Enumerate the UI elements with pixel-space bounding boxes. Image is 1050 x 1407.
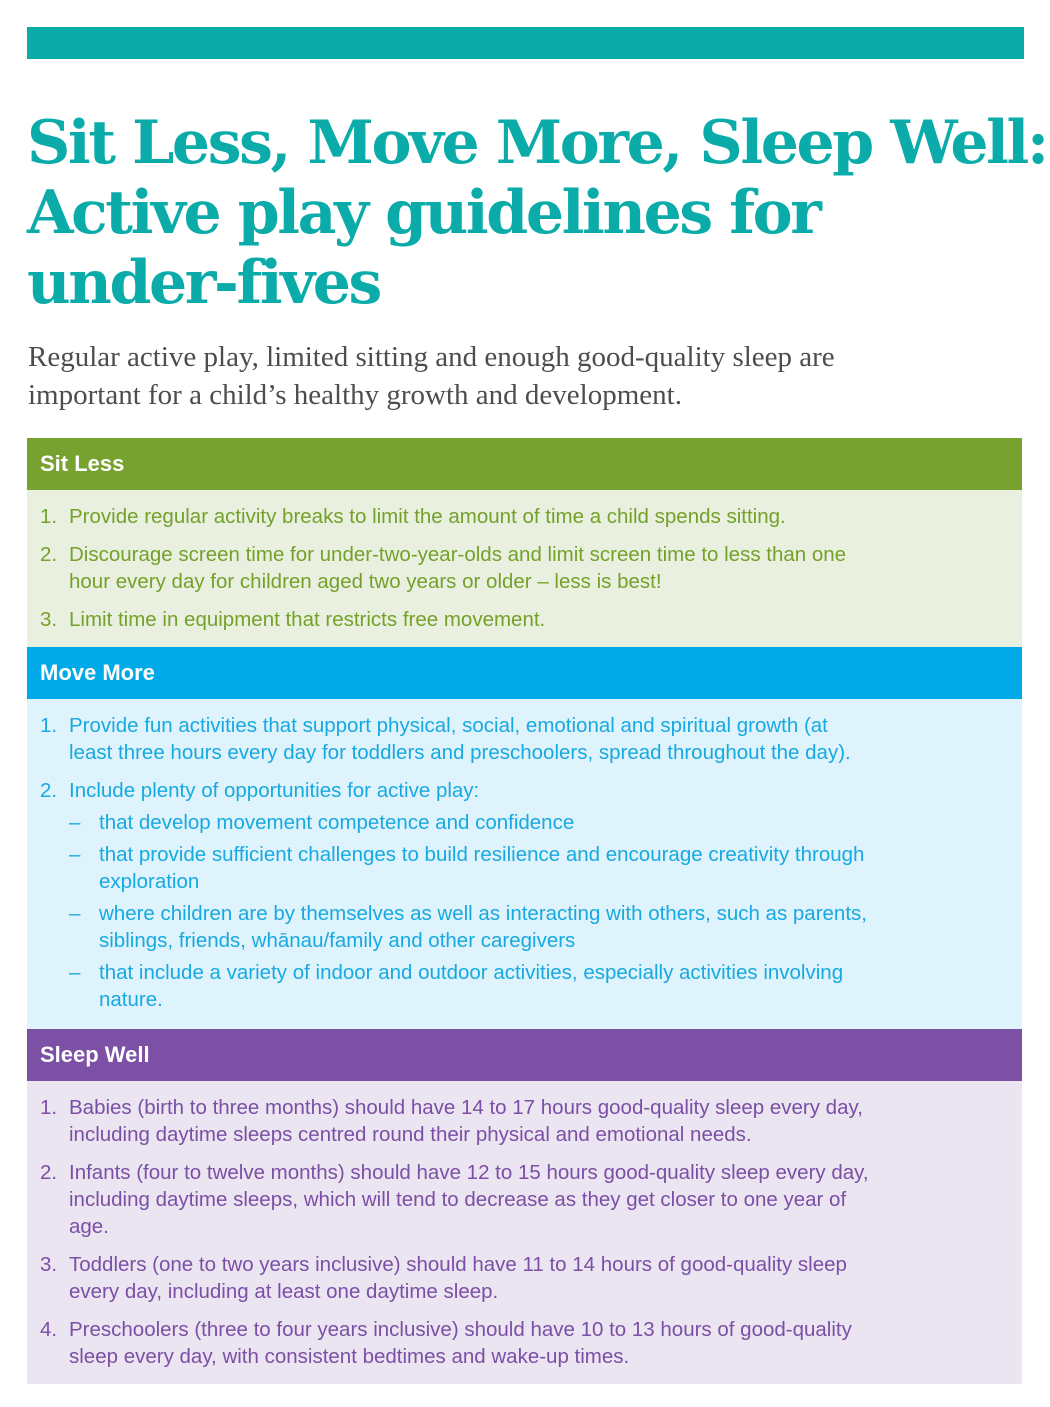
dash-bullet: –	[69, 811, 81, 834]
list-item	[40, 1251, 992, 1305]
list-item	[40, 541, 992, 595]
item-number: 2.	[40, 779, 58, 802]
item-text	[69, 1316, 992, 1370]
list-item	[40, 1159, 992, 1240]
item-number: 2.	[40, 1161, 58, 1184]
intro-line: important for a child’s healthy growth and development.	[28, 379, 682, 411]
list-item	[40, 1316, 992, 1370]
item-number: 3.	[40, 608, 58, 631]
list-item	[40, 712, 992, 766]
item-line: sleep every day, with consistent bedtimes and wake-up times.	[69, 1345, 630, 1368]
sub-list-item	[40, 841, 992, 895]
item-number: 2.	[40, 543, 58, 566]
sub-item-text	[99, 959, 992, 1013]
item-text	[69, 541, 992, 595]
move-more-section	[27, 647, 1022, 1029]
item-text	[69, 606, 992, 633]
list-item	[40, 777, 992, 804]
item-number: 1.	[40, 505, 58, 528]
item-text	[69, 1159, 992, 1240]
sub-list-item	[40, 809, 992, 836]
sub-item-text	[99, 841, 992, 895]
item-line: including daytime sleeps centred round their physical and emotional needs.	[69, 1123, 752, 1146]
item-line: that provide sufficient challenges to build resilience and encourage creativity through	[99, 843, 865, 866]
move-more-heading: Move More	[27, 647, 1022, 699]
item-line: Babies (birth to three months) should have 14 to 17 hours good-quality sleep every day,	[69, 1096, 863, 1119]
move-more-list	[27, 699, 1022, 1029]
item-line: hour every day for children aged two years or older – less is best!	[69, 570, 662, 593]
sleep-well-section	[27, 1029, 1022, 1384]
item-number: 1.	[40, 714, 58, 737]
sub-item-text	[99, 900, 992, 954]
item-line: every day, including at least one daytime sleep.	[69, 1280, 499, 1303]
item-text	[69, 712, 992, 766]
item-line: exploration	[99, 870, 200, 893]
title-line: under-fives	[27, 248, 380, 318]
sub-item-text	[99, 809, 992, 836]
item-line: nature.	[99, 988, 163, 1011]
title-line: Active play guidelines for	[27, 178, 820, 248]
item-number: 3.	[40, 1253, 58, 1276]
sub-list	[40, 809, 992, 1013]
item-line: that develop movement competence and confidence	[99, 811, 575, 834]
item-line: Discourage screen time for under-two-year-olds and limit screen time to less than one	[69, 543, 847, 566]
item-text	[69, 777, 992, 804]
top-color-bar	[27, 27, 1024, 59]
sit-less-section	[27, 438, 1022, 647]
sleep-well-heading: Sleep Well	[27, 1029, 1022, 1081]
item-line: including daytime sleeps, which will tend to decrease as they get closer to one year of	[69, 1188, 847, 1211]
item-line: Limit time in equipment that restricts free movement.	[69, 608, 546, 631]
sleep-well-list	[27, 1081, 1022, 1384]
item-line: where children are by themselves as well as interacting with others, such as parents,	[99, 902, 867, 925]
item-line: Provide regular activity breaks to limit the amount of time a child spends sitting.	[69, 505, 786, 528]
dash-bullet: –	[69, 843, 81, 866]
item-line: Infants (four to twelve months) should have 12 to 15 hours good-quality sleep every day,	[69, 1161, 869, 1184]
intro-paragraph	[28, 338, 1028, 414]
item-line: Include plenty of opportunities for active play:	[69, 779, 480, 802]
sit-less-heading: Sit Less	[27, 438, 1022, 490]
page-title	[27, 108, 1047, 318]
item-line: Preschoolers (three to four years inclusive) should have 10 to 13 hours of good-quality	[69, 1318, 852, 1341]
list-item	[40, 503, 992, 530]
list-item	[40, 606, 992, 633]
intro-line: Regular active play, limited sitting and enough good-quality sleep are	[28, 341, 835, 373]
dash-bullet: –	[69, 902, 81, 925]
item-line: age.	[69, 1215, 109, 1238]
title-line: Sit Less, Move More, Sleep Well:	[27, 108, 1047, 178]
item-text	[69, 1251, 992, 1305]
item-line: that include a variety of indoor and outdoor activities, especially activities involving	[99, 961, 844, 984]
item-text	[69, 1094, 992, 1148]
sit-less-list	[27, 490, 1022, 647]
item-text	[69, 503, 992, 530]
item-number: 4.	[40, 1318, 58, 1341]
dash-bullet: –	[69, 961, 81, 984]
item-line: Toddlers (one to two years inclusive) should have 11 to 14 hours of good-quality sleep	[69, 1253, 847, 1276]
sub-list-item	[40, 959, 992, 1013]
item-number: 1.	[40, 1096, 58, 1119]
item-line: Provide fun activities that support physical, social, emotional and spiritual growth (at	[69, 714, 828, 737]
item-line: siblings, friends, whānau/family and other caregivers	[99, 929, 576, 952]
list-item	[40, 1094, 992, 1148]
item-line: least three hours every day for toddlers and preschoolers, spread throughout the day).	[69, 741, 851, 764]
sub-list-item	[40, 900, 992, 954]
